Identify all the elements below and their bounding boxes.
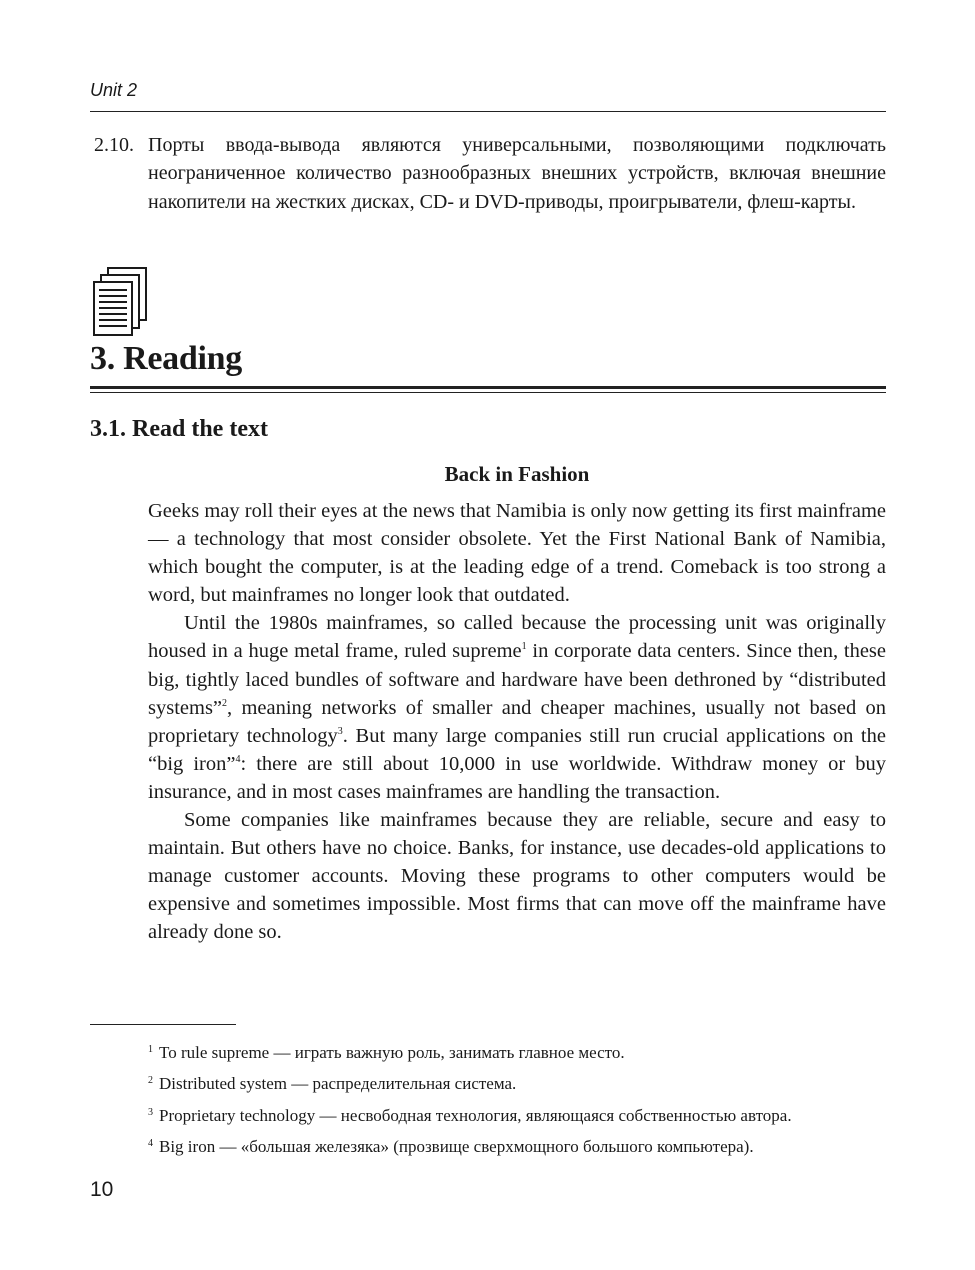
footnote-mark: 1: [148, 1044, 153, 1055]
footnote-text: To rule supreme — играть важную роль, занимать главное место.: [159, 1043, 625, 1062]
article-paragraph-2: [148, 609, 886, 806]
footnote: [148, 1130, 886, 1161]
p2-segment: : there are still about 10,000 in use worldwide. Withdraw money or buy insurance, and in most cases mainframes are handling the transaction.: [148, 752, 887, 803]
article-body: [148, 497, 886, 947]
exercise-item-text: Порты ввода-вывода являются универсальными, позволяющими подключать неограниченное количество разнообразных внешних устройств, включая внешние накопители на жестких дисках, CD- и DVD-приводы, проигрыватели, флеш-карты.: [148, 134, 886, 213]
footnote-text: Distributed system — распределительная система.: [159, 1074, 517, 1094]
subsection-title: 3.1. Read the text: [90, 416, 268, 442]
footnote-separator: [90, 1024, 236, 1025]
footnote: [148, 1099, 886, 1130]
footnote-text: Proprietary technology — несвободная технология, являющаяся собственностью автора.: [159, 1105, 792, 1125]
document-stack-icon: [92, 266, 152, 338]
footnote-text: Big iron — «большая железяка» (прозвище сверхмощного большого компьютера).: [159, 1136, 754, 1156]
footnote-mark: 3: [148, 1106, 153, 1118]
header-rule: [90, 111, 886, 112]
footnote: [148, 1036, 886, 1067]
p2-segment: Until the 1980s mainframes, so called because the processing unit was originally housed in a huge metal frame, ruled supreme: [148, 612, 886, 663]
footnote-ref: 3: [337, 725, 343, 737]
article-paragraph-1: Geeks may roll their eyes at the news that Namibia is only now getting its first mainframe — a technology that most consider obsolete. Yet the First National Bank of Namibia, which bought the computer, is at the leading edge of a trend. Comeback is too strong a word, but mainframes no longer look that outdated.: [148, 500, 886, 607]
section-rule-thick: [90, 386, 886, 389]
section-title: 3. Reading: [90, 340, 242, 377]
footnotes: [148, 1036, 886, 1161]
footnote-ref: 1: [521, 641, 527, 653]
footnote-ref: 2: [222, 697, 228, 709]
footnote: [148, 1067, 886, 1098]
exercise-item: [90, 131, 886, 216]
page-number: 10: [90, 1178, 114, 1201]
running-head: Unit 2: [90, 80, 138, 100]
p2-segment: in corporate data centers. Since then, these big, tightly laced bundles of software and hardware have been dethroned by “distributed systems”: [148, 640, 886, 719]
article-title: Back in Fashion: [444, 462, 590, 486]
footnote-mark: 2: [148, 1075, 153, 1087]
footnote-ref: 4: [235, 754, 241, 766]
article-paragraph-3: Some companies like mainframes because they are reliable, secure and easy to maintain. But others have no choice. Banks, for instance, use decades-old applications to manage customer accounts. Moving these programs to other computers would be expensive and sometimes impossible. Most firms that can move off the mainframe have already done so.: [148, 809, 886, 944]
section-rule-thin: [90, 392, 886, 393]
footnote-mark: 4: [148, 1137, 153, 1149]
p2-segment: . But many large companies still run crucial applications on the “big iron”: [148, 724, 886, 775]
p2-segment: , meaning networks of smaller and cheaper machines, usually not based on proprietary technology: [148, 696, 886, 747]
exercise-item-number: 2.10.: [94, 134, 134, 156]
